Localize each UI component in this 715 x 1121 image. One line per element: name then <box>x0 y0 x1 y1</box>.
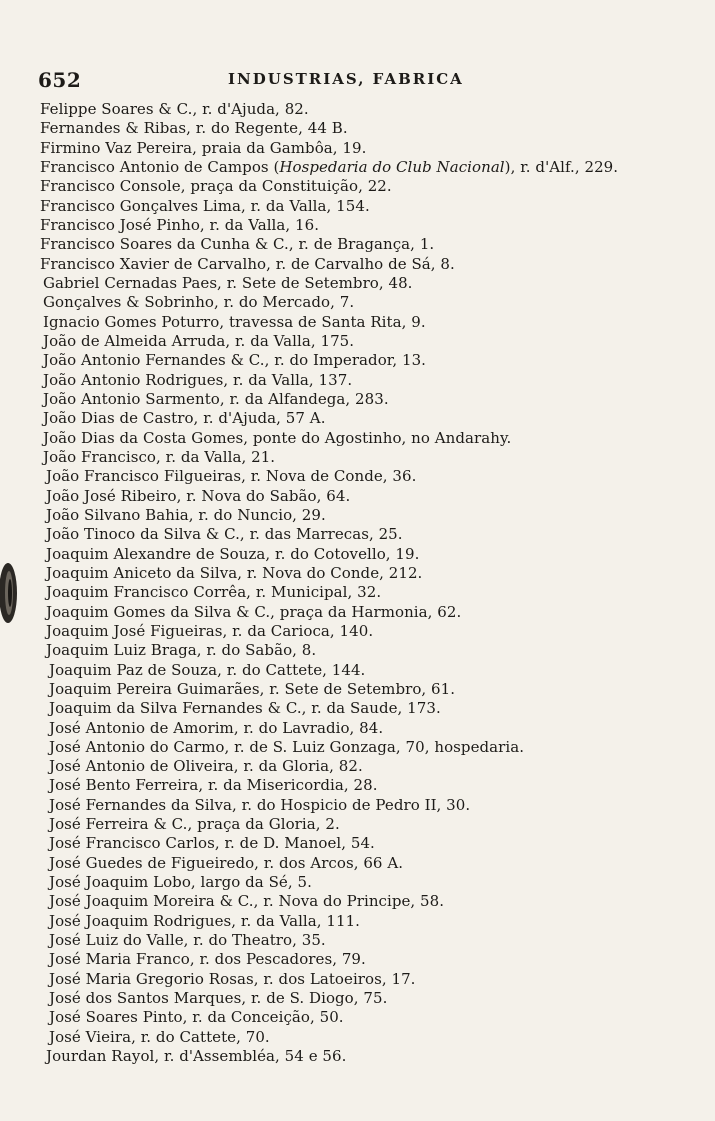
directory-entry: Francisco Gonçalves Lima, r. da Valla, 154. <box>40 196 370 215</box>
directory-entry: Francisco Soares da Cunha & C., r. de Bragança, 1. <box>40 235 435 254</box>
directory-entry: Francisco Console, praça da Constituição, 22. <box>40 177 392 196</box>
directory-entry: Joaquim Francisco Corrêa, r. Municipal, 32. <box>46 583 382 602</box>
directory-entry: José Antonio do Carmo, r. de S. Luiz Gonzaga, 70, hospedaria. <box>49 737 525 756</box>
directory-entry: José Bento Ferreira, r. da Misericordia, 28. <box>49 776 378 795</box>
directory-entry: Gabriel Cernadas Paes, r. Sete de Setembro, 48. <box>43 273 413 292</box>
directory-entry: José Antonio de Oliveira, r. da Gloria, 82. <box>49 757 363 776</box>
directory-entry: José Vieira, r. do Cattete, 70. <box>49 1027 270 1046</box>
directory-entry: Ignacio Gomes Poturro, travessa de Santa Rita, 9. <box>43 312 426 331</box>
directory-entry: João Antonio Rodrigues, r. da Valla, 137. <box>43 370 353 389</box>
running-title: INDUSTRIAS, FABRICA <box>228 70 464 88</box>
directory-entry: Joaquim José Figueiras, r. da Carioca, 140. <box>46 621 374 640</box>
directory-entry: José Joaquim Lobo, largo da Sé, 5. <box>49 873 312 892</box>
directory-entry: Joaquim da Silva Fernandes & C., r. da Saude, 173. <box>49 699 441 718</box>
entry-address: ), r. d'Alf., 229. <box>504 157 619 176</box>
directory-entry: João Francisco, r. da Valla, 21. <box>43 447 276 466</box>
directory-entry: João Dias de Castro, r. d'Ajuda, 57 A. <box>43 409 326 428</box>
directory-entry: João Tinoco da Silva & C., r. das Marrecas, 25. <box>46 525 403 544</box>
directory-entry: João Silvano Bahia, r. do Nuncio, 29. <box>46 505 326 524</box>
directory-entry: José Ferreira & C., praça da Gloria, 2. <box>49 815 340 834</box>
directory-entry: Fernandes & Ribas, r. do Regente, 44 B. <box>40 119 348 138</box>
directory-entry: João José Ribeiro, r. Nova do Sabão, 64. <box>46 486 351 505</box>
directory-entry: João de Almeida Arruda, r. da Valla, 175. <box>43 331 355 350</box>
directory-entry: Joaquim Aniceto da Silva, r. Nova do Conde, 212. <box>46 563 423 582</box>
directory-entry: Firmino Vaz Pereira, praia da Gambôa, 19. <box>40 138 367 157</box>
directory-entry: João Dias da Costa Gomes, ponte do Agostinho, no Andarahy. <box>43 428 512 447</box>
binding-ornament-icon <box>0 560 26 626</box>
directory-entry-special <box>40 158 710 177</box>
page-number: 652 <box>38 68 82 92</box>
directory-entry: Francisco José Pinho, r. da Valla, 16. <box>40 215 320 234</box>
directory-entry: José Francisco Carlos, r. de D. Manoel, 54. <box>49 834 375 853</box>
directory-entry: José Soares Pinto, r. da Conceição, 50. <box>49 1008 344 1027</box>
directory-entry: João Antonio Sarmento, r. da Alfandega, 283. <box>43 389 389 408</box>
directory-entry: Joaquim Paz de Souza, r. do Cattete, 144. <box>49 660 366 679</box>
directory-entry: José Fernandes da Silva, r. do Hospicio de Pedro II, 30. <box>49 795 471 814</box>
directory-entry: João Antonio Fernandes & C., r. do Imperador, 13. <box>43 351 427 370</box>
directory-entry: José Maria Franco, r. dos Pescadores, 79. <box>49 950 366 969</box>
directory-entry: Gonçalves & Sobrinho, r. do Mercado, 7. <box>43 293 355 312</box>
directory-entry: Jourdan Rayol, r. d'Assembléa, 54 e 56. <box>46 1047 347 1066</box>
directory-entry: Joaquim Pereira Guimarães, r. Sete de Setembro, 61. <box>49 679 456 698</box>
directory-entry: Joaquim Luiz Braga, r. do Sabão, 8. <box>46 641 317 660</box>
directory-entry: José dos Santos Marques, r. de S. Diogo, 75. <box>49 989 388 1008</box>
directory-entry: José Joaquim Moreira & C., r. Nova do Principe, 58. <box>49 892 445 911</box>
directory-entry: João Francisco Filgueiras, r. Nova de Conde, 36. <box>46 467 417 486</box>
entry-name: Francisco Antonio de Campos ( <box>40 157 280 176</box>
page-header <box>38 68 678 94</box>
directory-entry: José Antonio de Amorim, r. do Lavradio, 84. <box>49 718 384 737</box>
directory-entry: Francisco Xavier de Carvalho, r. de Carvalho de Sá, 8. <box>40 254 455 273</box>
directory-entry: José Joaquim Rodrigues, r. da Valla, 111. <box>49 911 360 930</box>
directory-list <box>40 100 710 1066</box>
directory-entry: José Luiz do Valle, r. do Theatro, 35. <box>49 931 326 950</box>
directory-entry: José Maria Gregorio Rosas, r. dos Latoeiros, 17. <box>49 969 416 988</box>
directory-entry: Felippe Soares & C., r. d'Ajuda, 82. <box>40 100 309 118</box>
entry-italic-note: Hospedaria do Club Nacional <box>279 157 505 176</box>
directory-entry: Joaquim Gomes da Silva & C., praça da Harmonia, 62. <box>46 602 462 621</box>
directory-entry: José Guedes de Figueiredo, r. dos Arcos, 66 A. <box>49 853 404 872</box>
directory-entry: Joaquim Alexandre de Souza, r. do Cotovello, 19. <box>46 544 420 563</box>
